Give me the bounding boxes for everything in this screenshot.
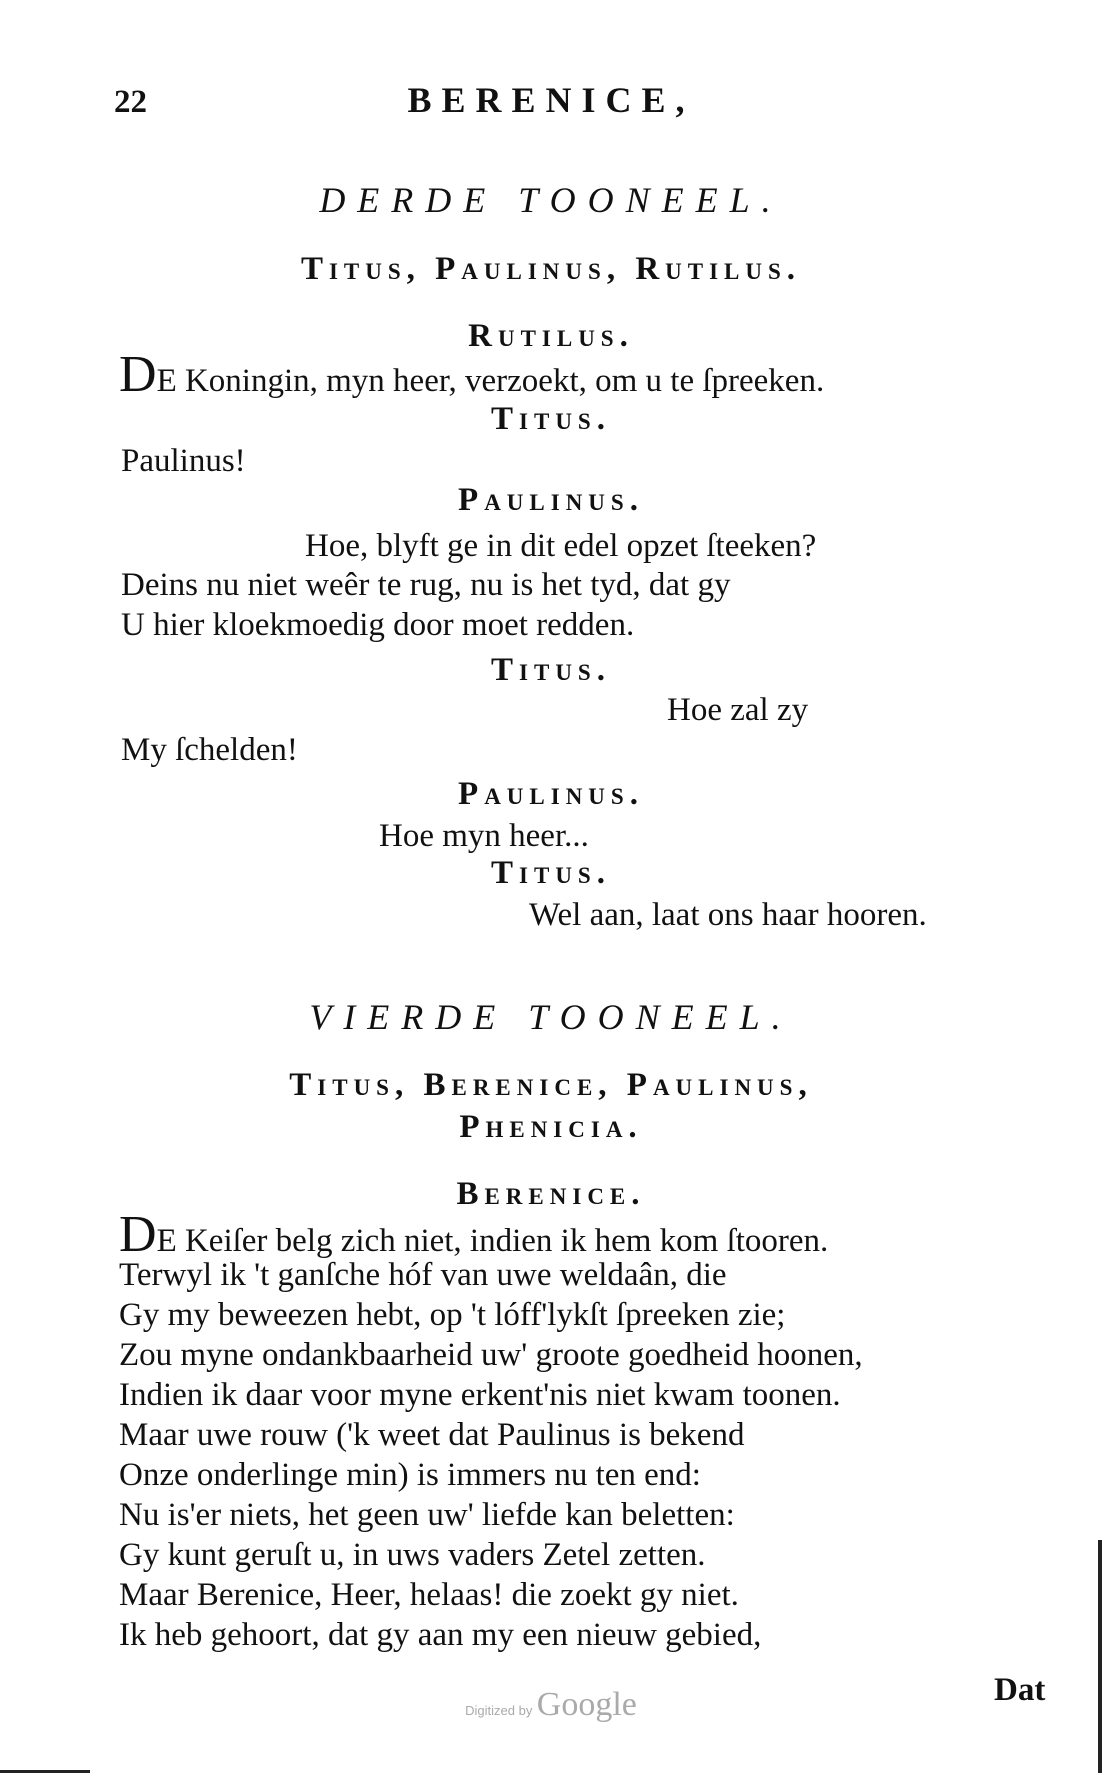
speaker: Paulinus. [458,776,644,812]
verse-line: Maar uwe rouw ('k weet dat Paulinus is bekend [119,1417,745,1453]
page-edge [1098,1540,1102,1773]
verse-line: Gy my beweezen hebt, op 't lóff'lykſt ſpreeken zie; [119,1297,786,1333]
catchword: Dat [994,1672,1046,1708]
verse-line: Onze onderlinge min) is immers nu ten end: [119,1457,701,1493]
scene-title: VIERDE TOONEEL. [309,997,793,1037]
drop-cap: D [119,1206,157,1263]
verse-line: My ſchelden! [121,732,298,768]
speaker: Berenice. [456,1176,646,1212]
verse-line: Paulinus! [121,443,246,479]
speaker: Titus. [491,855,611,891]
verse-text: E Koningin, myn heer, verzoekt, om u te ſpreeken. [156,363,825,399]
watermark-logo: Google [536,1686,637,1723]
watermark [0,1686,1102,1724]
verse-line: Terwyl ik 't ganſche hóf van uwe weldaân, die [119,1257,727,1293]
verse-line: Ik heb gehoort, dat gy aan my een nieuw gebied, [119,1617,762,1653]
running-title: BERENICE, [407,80,695,120]
verse-line: Hoe zal zy [667,692,809,728]
verse-line: Hoe, blyft ge in dit edel opzet ſteeken? [305,528,817,564]
scene-cast: Phenicia. [459,1109,643,1145]
verse-line: Hoe myn heer... [379,818,589,854]
watermark-prefix: Digitized by [465,1703,533,1718]
scene-title: DERDE TOONEEL. [319,180,783,220]
verse-line: Maar Berenice, Heer, helaas! die zoekt gy niet. [119,1577,739,1613]
verse-line: U hier kloekmoedig door moet redden. [121,607,635,643]
verse-line: Deins nu niet weêr te rug, nu is het tyd, dat gy [121,567,731,603]
verse-line: Wel aan, laat ons haar hooren. [529,897,927,933]
scene-cast: Titus, Paulinus, Rutilus. [300,251,802,287]
speaker: Titus. [491,401,611,437]
drop-cap: D [119,346,157,403]
verse-line: Gy kunt geruſt u, in uws vaders Zetel zetten. [119,1537,706,1573]
verse-line: Nu is'er niets, het geen uw' liefde kan beletten: [119,1497,735,1533]
verse-text: E Keiſer belg zich niet, indien ik hem kom ſtooren. [156,1223,829,1259]
scene-cast: Titus, Berenice, Paulinus, [289,1067,813,1103]
verse-line: Indien ik daar voor myne erkent'nis niet kwam toonen. [119,1377,841,1413]
verse-line [119,346,825,403]
speaker: Paulinus. [458,482,644,518]
page-number: 22 [114,84,147,120]
speaker: Titus. [491,652,611,688]
speaker: Rutilus. [468,318,634,354]
verse-line: Zou myne ondankbaarheid uw' groote goedheid hoonen, [119,1337,863,1373]
